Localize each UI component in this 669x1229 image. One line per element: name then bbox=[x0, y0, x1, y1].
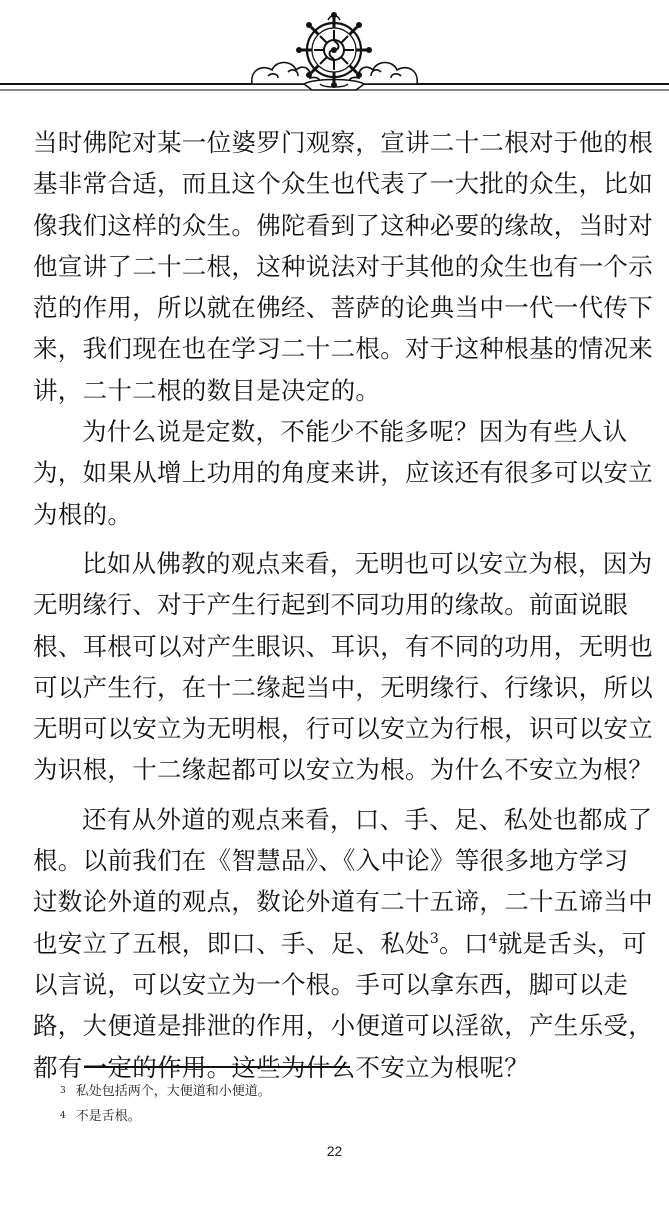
paragraph-4-text-b: 。口 bbox=[439, 928, 489, 958]
footnotes bbox=[60, 1080, 620, 1130]
footnote-mark: 3 bbox=[60, 1086, 66, 1096]
footnote-text: 私处包括两个，大便道和小便道。 bbox=[75, 1084, 271, 1099]
footnote-3 bbox=[60, 1080, 620, 1105]
footnote-text: 不是舌根。 bbox=[75, 1109, 141, 1124]
paragraph-4 bbox=[33, 799, 653, 1088]
footnote-ref-3[interactable]: 3 bbox=[429, 930, 440, 947]
paragraph-4-text-c: 就是舌头，可以言说，可以安立为一个根。手可以拿东西，脚可以走路，大便道是排泄的作用，小便道可以淫欲，产生乐受，都有一定的作用。这些为什么不安立为根呢？ bbox=[33, 928, 653, 1082]
paragraph-2: 为什么说是定数，不能少不能多呢？因为有些人认为，如果从增上功用的角度来讲，应该还有很多可以安立为根的。 bbox=[33, 417, 653, 529]
header-ornament bbox=[0, 0, 669, 100]
footnote-mark: 4 bbox=[60, 1111, 66, 1121]
paragraph-3: 比如从佛教的观点来看，无明也可以安立为根，因为无明缘行、对于产生行起到不同功用的缘故。前面说眼根、耳根可以对产生眼识、耳识，有不同的功用，无明也可以产生行，在十二缘起当中，无明缘行、行缘识，所以无明可以安立为无明根，行可以安立为行根，识可以安立为识根，十二缘起都可以安立为根。为什么不安立为根？ bbox=[33, 548, 653, 785]
page-number: 22 bbox=[326, 1143, 343, 1159]
paragraph-1: 当时佛陀对某一位婆罗门观察，宣讲二十二根对于他的根基非常合适，而且这个众生也代表了一大批的众生，比如像我们这样的众生。佛陀看到了这种必要的缘故，当时对他宣讲了二十二根，这种说法对于其他的众生也有一个示范的作用，所以就在佛经、菩萨的论典当中一代一代传下来，我们现在也在学习二十二根。对于这种根基的情况来讲，二十二根的数目是决定的。 bbox=[33, 128, 653, 405]
footnote-divider bbox=[84, 1066, 350, 1068]
footnote-4 bbox=[60, 1105, 620, 1130]
body-text bbox=[33, 122, 653, 1088]
footnote-ref-4[interactable]: 4 bbox=[488, 930, 498, 947]
paragraph-4-text-a: 还有从外道的观点来看，口、手、足、私处也都成了根。以前我们在《智慧品》、《入中论》等很多地方学习过数论外道的观点，数论外道有二十五谛，二十五谛当中也安立了五根，即口、手、足、私处 bbox=[33, 804, 653, 958]
page-header bbox=[0, 0, 669, 100]
